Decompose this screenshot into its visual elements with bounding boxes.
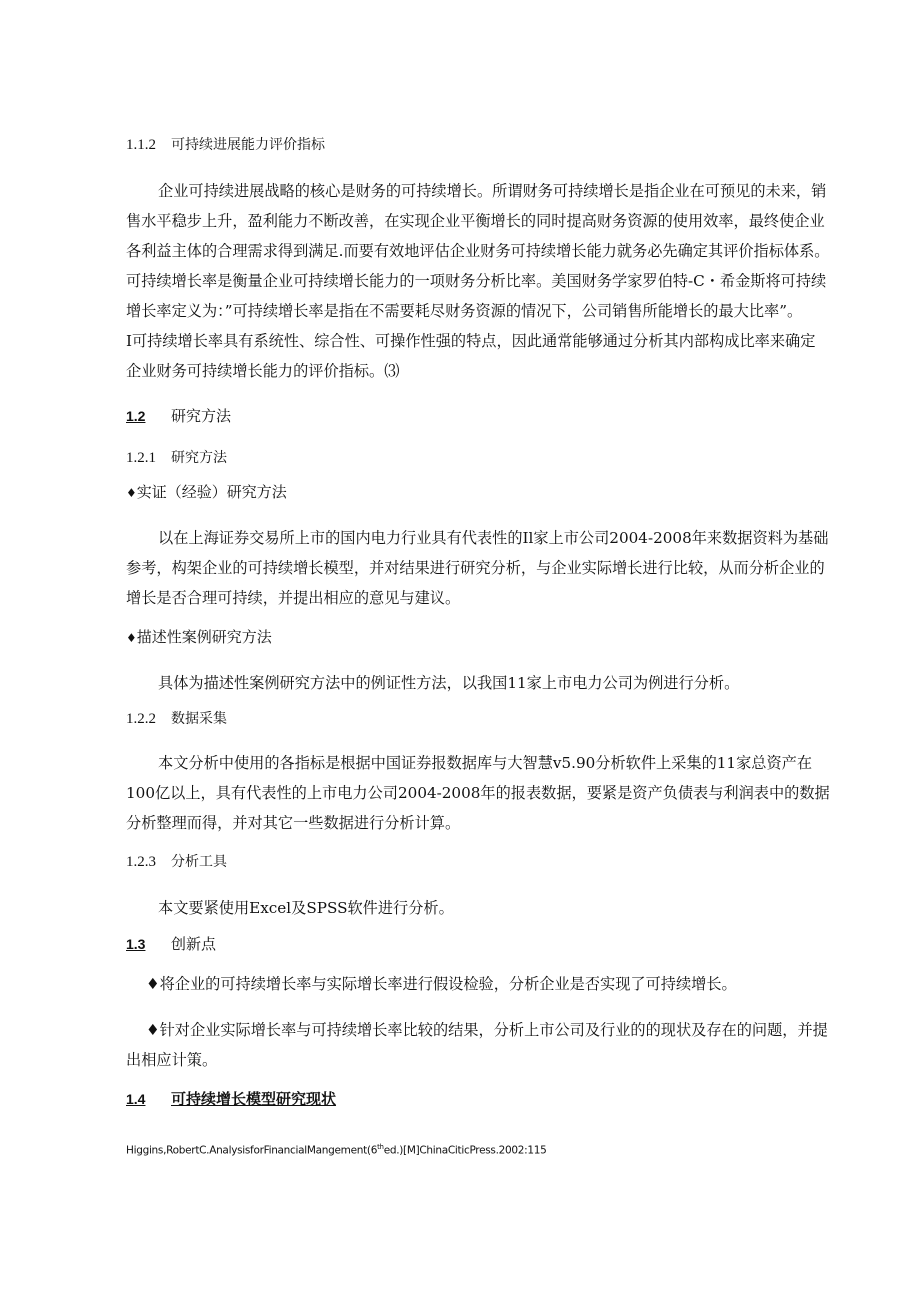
section-number: 1.2 bbox=[126, 408, 146, 424]
paragraph-empirical bbox=[126, 523, 828, 613]
para-line: 100亿以上，具有代表性的上市电力公司2004-2008年的报表数据，要紧是资产负债表与利润表中的数据 bbox=[126, 784, 830, 802]
section-heading-1-4 bbox=[126, 1089, 336, 1109]
section-heading-1-1-2 bbox=[126, 134, 325, 155]
section-heading-1-2-1 bbox=[126, 447, 227, 468]
bullet-case bbox=[126, 627, 272, 648]
diamond-bullet-icon: ♦ bbox=[126, 631, 137, 645]
section-heading-1-2-2 bbox=[126, 708, 227, 729]
footnote-post: ed.)[M]ChinaCiticPress.2002:115 bbox=[383, 1144, 547, 1157]
section-title: 研究方法 bbox=[171, 407, 232, 425]
section-number: 1.3 bbox=[126, 936, 146, 952]
para-line: 具体为描述性案例研究方法中的例证性方法，以我国11家上市电力公司为例进行分析。 bbox=[158, 674, 740, 692]
section-title: 可持续进展能力评价指标 bbox=[171, 137, 325, 153]
paragraph-data-collection bbox=[126, 748, 830, 838]
para-line: 企业财务可持续增长能力的评价指标。⑶ bbox=[126, 362, 400, 380]
paragraph-tools bbox=[126, 893, 454, 923]
footnote-pre: Higgins,RobertC.AnalysisforFinancialMangement(6 bbox=[126, 1144, 378, 1157]
para-line: 各利益主体的合理需求得到满足.而要有效地评估企业财务可持续增长能力就务必先确定其评价指标体系。 bbox=[126, 242, 830, 260]
bullet-empirical bbox=[126, 482, 287, 503]
footnote-reference bbox=[126, 1143, 547, 1157]
section-number: 1.4 bbox=[126, 1091, 146, 1107]
section-heading-1-2-3 bbox=[126, 851, 227, 872]
section-heading-1-2 bbox=[126, 406, 231, 426]
paragraph-sustainable-growth bbox=[126, 176, 829, 386]
bullet-text: 实证（经验）研究方法 bbox=[136, 483, 287, 501]
para-line: 出相应计策。 bbox=[126, 1051, 218, 1069]
para-line: 增长是否合理可持续，并提出相应的意见与建议。 bbox=[126, 589, 461, 607]
para-line: ♦针对企业实际增长率与可持续增长率比较的结果，分析上市公司及行业的的现状及存在的问题，并提 bbox=[146, 1021, 828, 1039]
section-title: 创新点 bbox=[171, 935, 217, 953]
section-title: 分析工具 bbox=[171, 854, 227, 870]
para-line: 参考，构架企业的可持续增长模型，并对结果进行研究分析，与企业实际增长进行比较，从而分析企业的 bbox=[126, 559, 825, 577]
section-number: 1.2.1 bbox=[126, 450, 156, 466]
section-number: 1.1.2 bbox=[126, 137, 156, 153]
section-title: 数据采集 bbox=[171, 711, 227, 727]
para-line: 企业可持续进展战略的核心是财务的可持续增长。所谓财务可持续增长是指企业在可预见的未来，销 bbox=[158, 182, 827, 200]
para-line: 本文要紧使用Excel及SPSS软件进行分析。 bbox=[158, 899, 454, 917]
section-title: 可持续增长模型研究现状 bbox=[171, 1090, 337, 1108]
innovation-point-1 bbox=[126, 969, 737, 999]
para-line: 以在上海证券交易所上市的国内电力行业具有代表性的Il家上市公司2004-2008年来数据资料为基础 bbox=[158, 529, 829, 547]
bullet-text: 描述性案例研究方法 bbox=[136, 628, 272, 646]
innovation-point-2 bbox=[126, 1015, 828, 1075]
para-line: 可持续增长率是衡量企业可持续增长能力的一项财务分析比率。美国财务学家罗伯特-C・希金斯将可持续 bbox=[126, 272, 827, 290]
para-line: 增长率定义为：”可持续增长率是指在不需要耗尽财务资源的情况下，公司销售所能增长的最大比率”。 bbox=[126, 302, 803, 320]
para-line: 分析整理而得，并对其它一些数据进行分析计算。 bbox=[126, 814, 461, 832]
paragraph-case bbox=[126, 668, 739, 698]
para-line: ♦将企业的可持续增长率与实际增长率进行假设检验，分析企业是否实现了可持续增长。 bbox=[146, 975, 737, 993]
footnote-sup: th bbox=[377, 1143, 384, 1151]
section-title: 研究方法 bbox=[171, 450, 227, 466]
para-line: I可持续增长率具有系统性、综合性、可操作性强的特点，因此通常能够通过分析其内部构成比率来确定 bbox=[126, 332, 816, 350]
section-heading-1-3 bbox=[126, 934, 216, 954]
section-number: 1.2.3 bbox=[126, 854, 156, 870]
para-line: 本文分析中使用的各指标是根据中国证券报数据库与大智慧v5.90分析软件上采集的11家总资产在 bbox=[158, 754, 813, 772]
section-number: 1.2.2 bbox=[126, 711, 156, 727]
para-line: 售水平稳步上升，盈利能力不断改善，在实现企业平衡增长的同时提高财务资源的使用效率，最终使企业 bbox=[126, 212, 825, 230]
diamond-bullet-icon: ♦ bbox=[126, 486, 137, 500]
